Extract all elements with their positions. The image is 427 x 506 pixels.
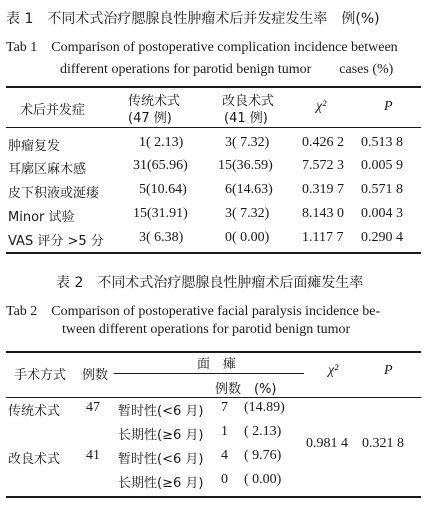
table2-header-count: 例数 — [82, 368, 109, 383]
table2-cell-count: 47 — [86, 400, 100, 415]
table1-header-traditional: 传统术式 — [128, 94, 181, 109]
table2-title-cn: 表 2 不同术式治疗腮腺良性肿瘤术后面瘫发生率 — [56, 275, 364, 291]
table1-cell-p: 0.004 3 — [361, 206, 403, 221]
table1-cell-traditional: 15(31.91) — [133, 206, 188, 221]
table2-cell-method: 传统术式 — [8, 404, 61, 419]
table1-cell-traditional: 31(65.96) — [133, 158, 188, 173]
table1-header-item: 术后并发症 — [20, 103, 86, 118]
table1-cell-item: 皮下积液或涎瘘 — [8, 186, 100, 201]
table2-title-en-line2: tween different operations for parotid benign tumor — [62, 322, 351, 337]
table1-cell-p: 0.513 8 — [361, 135, 403, 150]
table1-cell-traditional: 1( 2.13) — [139, 135, 184, 150]
table2-p-value: 0.321 8 — [362, 436, 404, 451]
table2-cell-pct: ( 9.76) — [244, 448, 282, 463]
table2-cell-type: 暂时性(<6 月) — [118, 404, 204, 419]
table1-header-traditional-n: (47 例) — [128, 111, 172, 126]
table2-cell-pct: ( 2.13) — [244, 424, 282, 439]
table1-header-p: P — [384, 99, 393, 114]
table1-cell-improved: 0( 0.00) — [225, 230, 270, 245]
table1-cell-p: 0.290 4 — [361, 230, 403, 245]
table1-cell-chi2: 8.143 0 — [302, 206, 344, 221]
table1-cell-p: 0.571 8 — [361, 182, 403, 197]
table1-cell-chi2: 7.572 3 — [302, 158, 344, 173]
table2-cell-count: 41 — [86, 448, 100, 463]
table1-title-en-line1: Tab 1 Comparison of postoperative complication incidence between — [6, 40, 398, 55]
table2-header-p: P — [384, 363, 393, 378]
table2-cell-type: 长期性(≥6 月) — [118, 428, 204, 443]
table1-header-rule — [6, 127, 421, 128]
table1-cell-traditional: 5(10.64) — [139, 182, 187, 197]
table2-cell-type: 长期性(≥6 月) — [118, 476, 204, 491]
table2-cell-n: 0 — [221, 472, 228, 487]
table2-cell-method: 改良术式 — [8, 452, 61, 467]
table2-header-rule — [6, 397, 421, 398]
table1-cell-traditional: 3( 6.38) — [139, 230, 184, 245]
table2-cell-n: 7 — [221, 400, 228, 415]
table1-cell-item: 耳廓区麻木感 — [8, 162, 87, 177]
table1-header-improved-n: (41 例) — [224, 111, 268, 126]
table1-header-chi2: χ² — [316, 99, 327, 114]
table1-cell-improved: 3( 7.32) — [225, 135, 270, 150]
table2-chi2-value: 0.981 4 — [306, 436, 348, 451]
table2-cell-n: 1 — [221, 424, 228, 439]
table1-cell-item: 肿瘤复发 — [8, 139, 61, 154]
table1-cell-improved: 3( 7.32) — [225, 206, 270, 221]
table2-header-sub-count: 例数 (%) — [215, 382, 277, 397]
table1-header-improved: 改良术式 — [222, 94, 275, 109]
table2-cell-pct: (14.89) — [244, 400, 285, 415]
table1-cell-item: VAS 评分 >5 分 — [8, 234, 104, 249]
table1-cell-chi2: 1.117 7 — [302, 230, 344, 245]
table2-header-method: 手术方式 — [14, 368, 67, 383]
table1-cell-improved: 6(14.63) — [225, 182, 273, 197]
table2-header-paralysis: 面 瘫 — [197, 357, 237, 372]
table2-cell-n: 4 — [221, 448, 228, 463]
table2-title-en-line1: Tab 2 Comparison of postoperative facial paralysis incidence be- — [6, 304, 381, 319]
table1-cell-item: Minor 试验 — [8, 210, 75, 225]
table2-header-chi2: χ² — [328, 363, 339, 378]
table1-title-en-line2: different operations for parotid benign tumor cases (%) — [60, 62, 394, 77]
table2-cell-type: 暂时性(<6 月) — [118, 452, 204, 467]
table2-bottom-rule — [6, 496, 421, 498]
table1-cell-chi2: 0.426 2 — [302, 135, 344, 150]
table2-cell-pct: ( 0.00) — [244, 472, 282, 487]
table1-cell-improved: 15(36.59) — [218, 158, 273, 173]
table1-top-rule — [6, 86, 421, 88]
table2-paralysis-span-rule — [114, 373, 304, 374]
table1-bottom-rule — [6, 252, 421, 254]
table1-cell-p: 0.005 9 — [361, 158, 403, 173]
table1-cell-chi2: 0.319 7 — [302, 182, 344, 197]
table1-title-cn: 表 1 不同术式治疗腮腺良性肿瘤术后并发症发生率 例(%) — [6, 11, 380, 27]
